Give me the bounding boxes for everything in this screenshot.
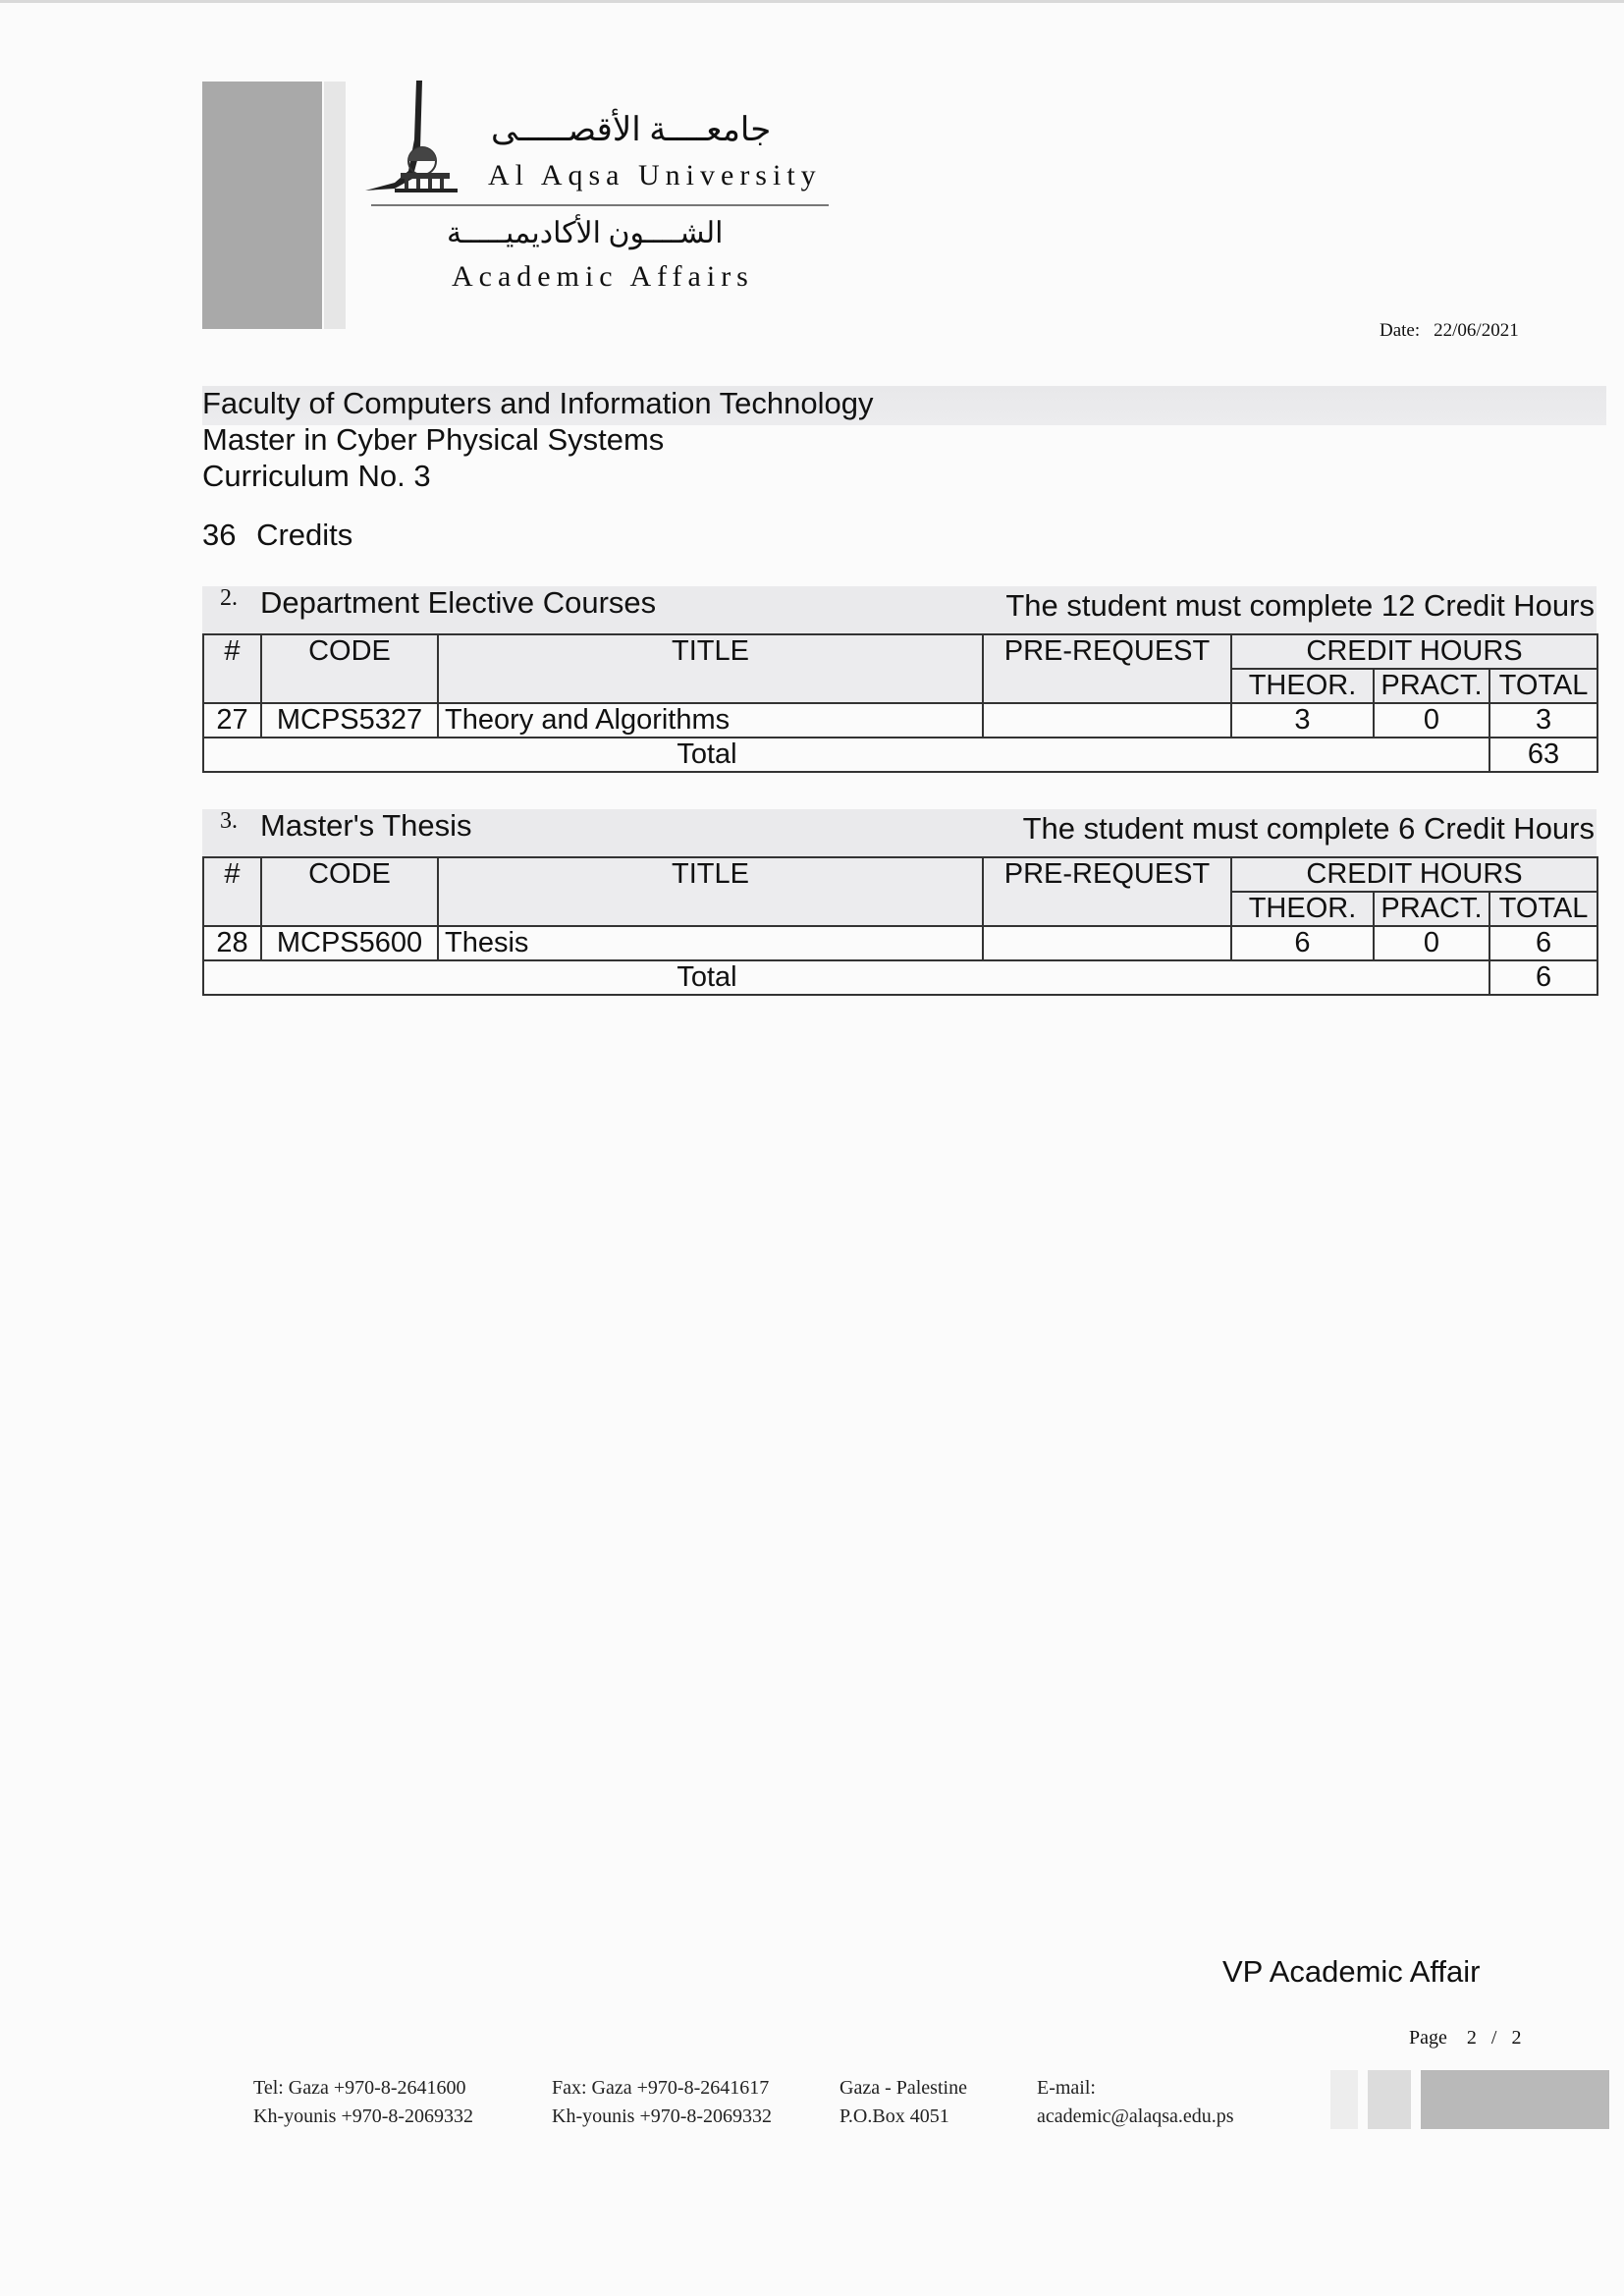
university-logo-icon — [365, 81, 463, 194]
col-prereq: PRE-REQUEST — [983, 634, 1231, 703]
col-prereq: PRE-REQUEST — [983, 857, 1231, 926]
section-3-title: Master's Thesis — [260, 808, 472, 843]
cell-code: MCPS5600 — [261, 926, 438, 960]
section-3-number: 3. — [220, 808, 238, 834]
table-header-row — [203, 857, 1597, 892]
col-num: # — [203, 857, 261, 926]
footer-fax — [552, 2074, 772, 2131]
col-pract: PRACT. — [1374, 892, 1489, 926]
total-label: Total — [203, 738, 1489, 772]
cell-total: 3 — [1489, 703, 1597, 738]
section-3-requirement: The student must complete 6 Credit Hours — [1022, 811, 1595, 846]
footer-fax-line1: Fax: Gaza +970-8-2641617 — [552, 2077, 770, 2099]
cell-theor: 6 — [1231, 926, 1374, 960]
col-credit-hours: CREDIT HOURS — [1231, 857, 1597, 892]
signature-title: VP Academic Affair — [1222, 1954, 1481, 1989]
footer-grey-block-2 — [1368, 2070, 1411, 2129]
cell-prereq — [983, 703, 1231, 738]
total-credits: 36 Credits — [202, 518, 353, 552]
cell-title: Theory and Algorithms — [438, 703, 983, 738]
cell-title: Thesis — [438, 926, 983, 960]
table-row — [203, 703, 1597, 738]
top-edge-line — [0, 0, 1624, 3]
footer-address-line1: Gaza - Palestine — [839, 2077, 967, 2099]
cell-num: 27 — [203, 703, 261, 738]
total-value: 63 — [1489, 738, 1597, 772]
section-2-title: Department Elective Courses — [260, 585, 657, 620]
cell-pract: 0 — [1374, 926, 1489, 960]
col-total: TOTAL — [1489, 669, 1597, 703]
col-pract: PRACT. — [1374, 669, 1489, 703]
footer-tel-line1: Tel: Gaza +970-8-2641600 — [253, 2077, 466, 2099]
date-label: Date: — [1380, 320, 1421, 341]
footer-email — [1037, 2074, 1234, 2131]
degree-name: Master in Cyber Physical Systems — [202, 422, 665, 457]
total-value: 6 — [1489, 960, 1597, 995]
col-theor: THEOR. — [1231, 892, 1374, 926]
footer-address — [839, 2074, 967, 2131]
col-title: TITLE — [438, 634, 983, 703]
footer-address-line2: P.O.Box 4051 — [839, 2105, 949, 2127]
cell-num: 28 — [203, 926, 261, 960]
section-2-number: 2. — [220, 585, 238, 611]
col-code: CODE — [261, 857, 438, 926]
col-title: TITLE — [438, 857, 983, 926]
total-label: Total — [203, 960, 1489, 995]
col-num: # — [203, 634, 261, 703]
section-3-table — [202, 856, 1598, 996]
cell-pract: 0 — [1374, 703, 1489, 738]
curriculum-number: Curriculum No. 3 — [202, 459, 431, 493]
academic-affairs-english: Academic Affairs — [452, 260, 754, 293]
footer-grey-block-1 — [1330, 2070, 1358, 2129]
cell-theor: 3 — [1231, 703, 1374, 738]
footer-email-value[interactable]: academic@alaqsa.edu.ps — [1037, 2105, 1234, 2127]
cell-prereq — [983, 926, 1231, 960]
col-total: TOTAL — [1489, 892, 1597, 926]
letterhead-divider — [371, 204, 829, 206]
table-row — [203, 926, 1597, 960]
footer-tel-line2: Kh-younis +970-8-2069332 — [253, 2105, 474, 2127]
academic-affairs-arabic: الشــــون الأكاديميـــــة — [447, 217, 724, 249]
university-name-english: Al Aqsa University — [488, 159, 822, 191]
page-total: 2 — [1511, 2027, 1522, 2049]
footer-tel — [253, 2074, 473, 2131]
col-theor: THEOR. — [1231, 669, 1374, 703]
faculty-name: Faculty of Computers and Information Technology — [202, 386, 874, 420]
cell-total: 6 — [1489, 926, 1597, 960]
table-header-row — [203, 634, 1597, 669]
letterhead-grey-strip — [324, 82, 346, 329]
col-credit-hours: CREDIT HOURS — [1231, 634, 1597, 669]
page-number — [1409, 2027, 1521, 2050]
document-date — [1380, 320, 1519, 342]
footer-fax-line2: Kh-younis +970-8-2069332 — [552, 2105, 773, 2127]
page-label: Page — [1409, 2027, 1447, 2049]
footer-grey-block-3 — [1421, 2070, 1609, 2129]
university-name-arabic: جامعــــة الأقصـــــى — [491, 112, 772, 148]
table-total-row — [203, 738, 1597, 772]
page-separator: / — [1490, 2027, 1497, 2049]
table-total-row — [203, 960, 1597, 995]
letterhead-grey-block — [202, 82, 322, 329]
section-2-table — [202, 633, 1598, 773]
page-current: 2 — [1466, 2027, 1477, 2049]
col-code: CODE — [261, 634, 438, 703]
date-value: 22/06/2021 — [1434, 320, 1519, 341]
footer-email-label: E-mail: — [1037, 2077, 1096, 2099]
section-2-requirement: The student must complete 12 Credit Hours — [1005, 588, 1595, 623]
cell-code: MCPS5327 — [261, 703, 438, 738]
